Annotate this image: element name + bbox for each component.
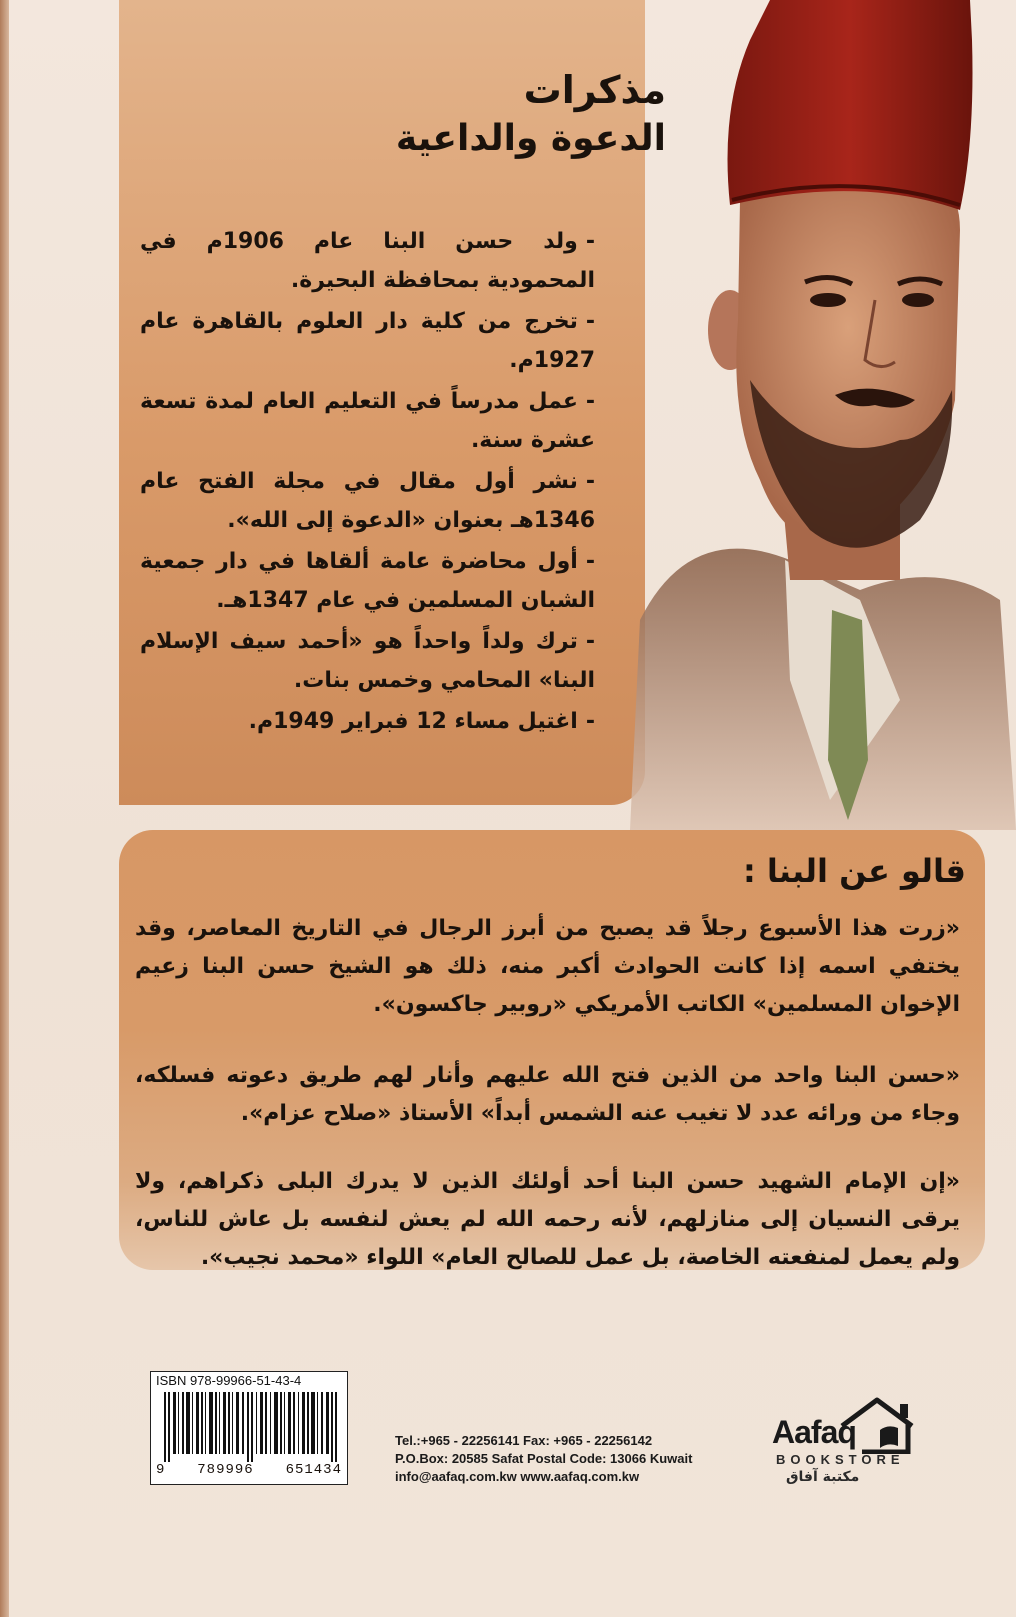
bio-item <box>140 622 595 700</box>
quotes-heading: قالو عن البنا : <box>742 852 966 890</box>
contact-postal: P.O.Box: 20585 Safat Postal Code: 13066 Kuwait <box>395 1451 693 1466</box>
biography-list <box>140 222 595 743</box>
barcode-first-digit: 9 <box>156 1462 166 1478</box>
contact-email-web: info@aafaq.com.kw www.aafaq.com.kw <box>395 1469 640 1484</box>
bio-item-text: تخرج من كلية دار العلوم بالقاهرة عام 1927م. <box>140 309 595 373</box>
bio-item-text: اغتيل مساء 12 فبراير 1949م. <box>248 709 578 734</box>
barcode-group1: 789996 <box>197 1462 254 1478</box>
spine-edge <box>0 0 9 1617</box>
quote-azzam: «حسن البنا واحد من الذين فتح الله عليهم وأنار لهم طريق دعوته فسلكه، وجاء من ورائه عدد لا تغيب عنه الشمس أبداً» الأستاذ «صلاح عزام». <box>135 1063 960 1126</box>
publisher-name-arabic: مكتبة آفاق <box>786 1469 860 1485</box>
isbn-number: ISBN 978-99966-51-43-4 <box>156 1373 302 1388</box>
bio-item-text: عمل مدرساً في التعليم العام لمدة تسعة عشرة سنة. <box>140 389 595 453</box>
bullet-dash: - <box>585 469 595 494</box>
bullet-dash: - <box>585 389 595 414</box>
publisher-subtitle: BOOKSTORE <box>776 1452 905 1467</box>
barcode-digits <box>156 1462 342 1478</box>
barcode-bars <box>156 1392 342 1462</box>
bio-item <box>140 462 595 540</box>
book-title-line2: الدعوة والداعية <box>395 118 666 159</box>
quote-naguib: «إن الإمام الشهيد حسن البنا أحد أولئك الذين لا يدرك البلى ذكراهم، ولا يرقى النسيان إلى منازلهم، لأنه رحمه الله لم يعش لنفسه بل عاش للناس، ولم يعمل لمنفعته الخاصة، بل عمل للصالح العام» اللواء «محمد نجيب». <box>135 1169 960 1270</box>
bio-item-text: ولد حسن البنا عام 1906م في المحمودية بمحافظة البحيرة. <box>140 229 595 293</box>
contact-phone-fax: Tel.:+965 - 22256141 Fax: +965 - 22256142 <box>395 1433 653 1448</box>
barcode-group2: 651434 <box>285 1462 342 1478</box>
bullet-dash: - <box>585 229 595 254</box>
bullet-dash: - <box>585 309 595 334</box>
bio-item <box>140 702 595 741</box>
bio-item-text: أول محاضرة عامة ألقاها في دار جمعية الشبان المسلمين في عام 1347هـ. <box>140 549 595 613</box>
bullet-dash: - <box>585 549 595 574</box>
bullet-dash: - <box>585 629 595 654</box>
bio-item-text: نشر أول مقال في مجلة الفتح عام 1346هـ بعنوان «الدعوة إلى الله». <box>140 469 595 533</box>
bio-item-text: ترك ولداً واحداً هو «أحمد سيف الإسلام البنا» المحامي وخمس بنات. <box>140 629 595 693</box>
bullet-dash: - <box>585 709 595 734</box>
bio-item <box>140 302 595 380</box>
bio-item <box>140 542 595 620</box>
bio-item <box>140 222 595 300</box>
bio-item <box>140 382 595 460</box>
publisher-name: Aafaq <box>772 1414 856 1450</box>
quote-jackson: «زرت هذا الأسبوع رجلاً قد يصبح من أبرز الرجال في التاريخ المعاصر، وقد يختفي اسمه إذا كانت الحوادث أكبر منه، ذلك هو الشيخ حسن البنا زعيم الإخوان المسلمين» الكاتب الأمريكي «روبير جاكسون». <box>135 916 960 1017</box>
book-title-line1: مذكرات <box>523 68 666 112</box>
